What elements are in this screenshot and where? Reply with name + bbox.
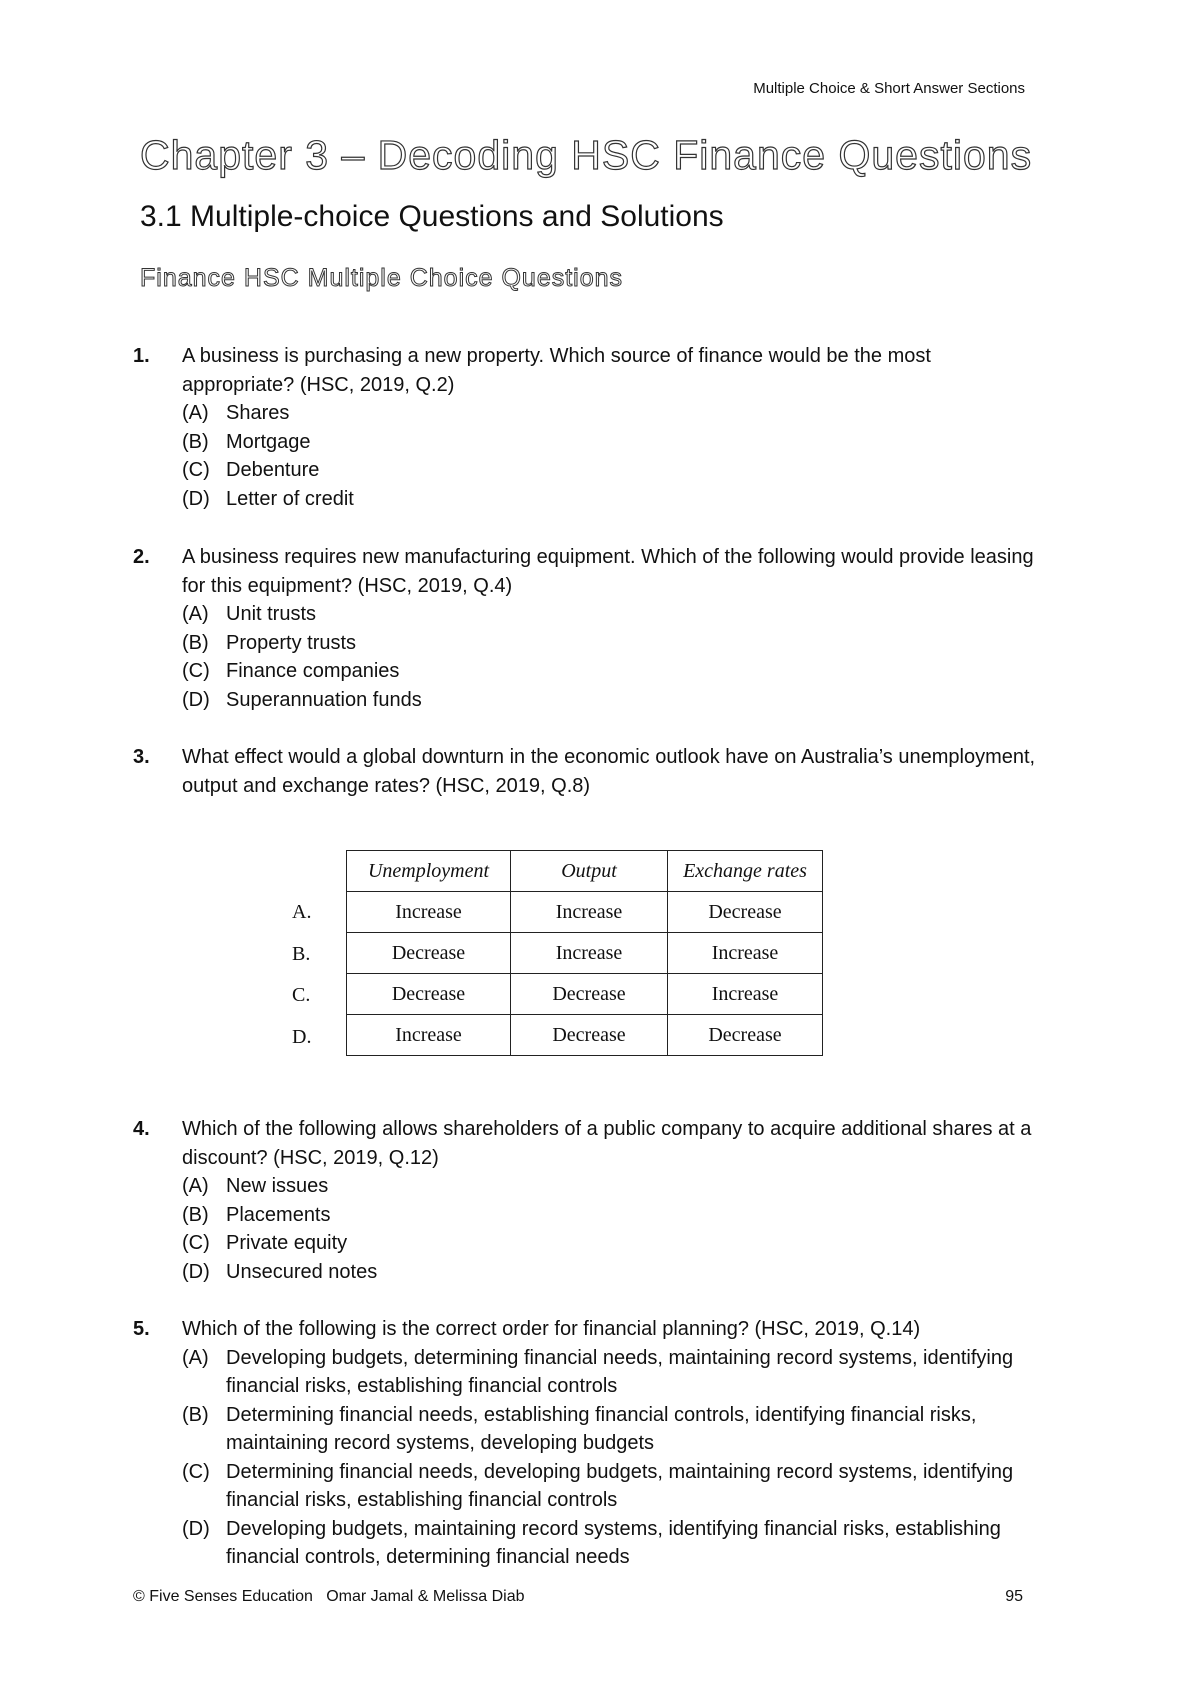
column-header: Output bbox=[511, 851, 668, 892]
table-cell: Decrease bbox=[511, 1015, 668, 1056]
row-label: A. bbox=[292, 901, 312, 923]
option-b: (B) Determining financial needs, establishing financial controls, identifying financial risks, maintaining record systems, developing budgets bbox=[182, 1403, 977, 1454]
row-label: C. bbox=[292, 984, 311, 1006]
table-cell: Increase bbox=[668, 974, 823, 1015]
row-label: B. bbox=[292, 942, 311, 965]
question-number: 4. bbox=[133, 1118, 150, 1140]
options-list bbox=[182, 1172, 1042, 1286]
column-header: Exchange rates bbox=[668, 851, 823, 892]
page-number: 95 bbox=[1005, 1588, 1023, 1605]
table-cell: Increase bbox=[511, 892, 668, 933]
table-header-row bbox=[347, 851, 823, 892]
question-stem: A business is purchasing a new property. Which source of finance would be the most appropriate? (HSC, 2019, Q.2) bbox=[182, 345, 931, 396]
authors: Omar Jamal & Melissa Diab bbox=[326, 1588, 525, 1605]
table-cell: Increase bbox=[347, 892, 511, 933]
question-stem: What effect would a global downturn in the economic outlook have on Australia’s unemployment, output and exchange rates? (HSC, 2019, Q.8) bbox=[182, 746, 1036, 797]
option-d: (D) Letter of credit bbox=[182, 487, 354, 510]
question-number: 3. bbox=[133, 746, 150, 768]
table-row-labels bbox=[292, 892, 311, 1058]
chapter-title: Chapter 3 – Decoding HSC Finance Questions bbox=[140, 132, 1033, 178]
table-cell: Decrease bbox=[511, 974, 668, 1015]
options-list bbox=[182, 600, 1042, 714]
option-a: (A) Developing budgets, determining financial needs, maintaining record systems, identifying financial risks, establishing financial controls bbox=[182, 1346, 1014, 1397]
option-d: (D) Developing budgets, maintaining record systems, identifying financial risks, establishing financial controls, determining financial needs bbox=[182, 1517, 1001, 1568]
option-d: (D) Superannuation funds bbox=[182, 688, 422, 711]
option-a: (A) Unit trusts bbox=[182, 603, 317, 625]
table-cell: Decrease bbox=[347, 974, 511, 1015]
option-c: (C) Finance companies bbox=[182, 660, 400, 682]
question-stem: Which of the following allows shareholders of a public company to acquire additional shares at a discount? (HSC, 2019, Q.12) bbox=[182, 1118, 1032, 1169]
table-row bbox=[347, 974, 823, 1015]
answer-table bbox=[346, 850, 823, 1056]
option-b: (B) Property trusts bbox=[182, 631, 357, 654]
table-cell: Decrease bbox=[668, 1015, 823, 1056]
running-header: Multiple Choice & Short Answer Sections bbox=[753, 80, 1025, 97]
question-number: 2. bbox=[133, 546, 150, 568]
table-row bbox=[347, 1015, 823, 1056]
question-number: 5. bbox=[133, 1318, 150, 1340]
question-stem: A business requires new manufacturing equipment. Which of the following would provide leasing for this equipment? (HSC, 2019, Q.4) bbox=[182, 546, 1034, 597]
option-c: (C) Determining financial needs, developing budgets, maintaining record systems, identifying financial risks, establishing financial controls bbox=[182, 1460, 1014, 1511]
table-cell: Increase bbox=[347, 1015, 511, 1056]
column-header: Unemployment bbox=[347, 851, 511, 892]
option-a: (A) New issues bbox=[182, 1175, 329, 1197]
option-c: (C) Debenture bbox=[182, 459, 320, 481]
table-cell: Decrease bbox=[668, 892, 823, 933]
options-list bbox=[182, 1344, 1042, 1572]
option-a: (A) Shares bbox=[182, 402, 290, 424]
copyright: © Five Senses Education bbox=[133, 1588, 313, 1605]
option-c: (C) Private equity bbox=[182, 1232, 348, 1254]
table-row bbox=[347, 892, 823, 933]
row-label: D. bbox=[292, 1025, 312, 1048]
footer bbox=[133, 1588, 525, 1606]
table-cell: Increase bbox=[668, 933, 823, 974]
options-list bbox=[182, 399, 1042, 513]
option-d: (D) Unsecured notes bbox=[182, 1260, 378, 1283]
option-b: (B) Placements bbox=[182, 1203, 331, 1226]
section-title: 3.1 Multiple-choice Questions and Solutions bbox=[140, 200, 724, 233]
option-b: (B) Mortgage bbox=[182, 430, 311, 453]
table-cell: Decrease bbox=[347, 933, 511, 974]
question-number: 1. bbox=[133, 345, 150, 367]
subsection-title: Finance HSC Multiple Choice Questions bbox=[140, 264, 624, 292]
table-row bbox=[347, 933, 823, 974]
table-cell: Increase bbox=[511, 933, 668, 974]
question-stem: Which of the following is the correct order for financial planning? (HSC, 2019, Q.14) bbox=[182, 1318, 921, 1340]
